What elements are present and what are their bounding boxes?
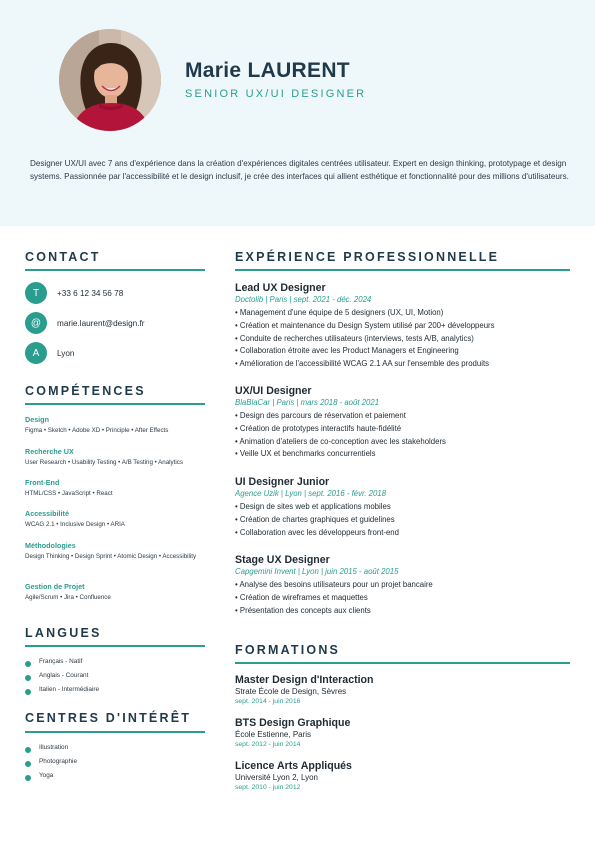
skill-group-items: WCAG 2.1 • Inclusive Design • ARIA (25, 521, 125, 528)
email-icon: @ (25, 312, 47, 334)
languages-list (25, 657, 205, 699)
job-title: UX/UI Designer (235, 385, 312, 397)
education-date: sept. 2012 - juin 2014 (235, 741, 301, 748)
skill-group-name: Recherche UX (25, 447, 74, 456)
job-bullets (235, 410, 575, 461)
contact-address-text: Lyon (57, 348, 75, 358)
interests-list (25, 743, 205, 785)
job-bullet: • Design des parcours de réservation et paiement (235, 411, 406, 420)
skill-group-items: Design Thinking • Design Sprint • Atomic Design • Accessibility (25, 553, 197, 560)
education-title: Master Design d'Interaction (235, 674, 374, 686)
job-bullet: • Animation d'ateliers de co-conception avec les stakeholders (235, 436, 446, 446)
education-title: BTS Design Graphique (235, 717, 351, 729)
address-icon: A (25, 342, 47, 364)
job-entry (235, 282, 575, 371)
job-bullet: • Analyse des besoins utilisateurs pour un projet bancaire (235, 580, 433, 589)
job-bullet: • Amélioration de l'accessibilité WCAG 2.1 AA sur l'ensemble des produits (235, 359, 490, 369)
portrait-image (59, 29, 161, 131)
languages-divider (25, 645, 205, 647)
candidate-name: Marie LAURENT (185, 59, 350, 82)
interests-divider (25, 731, 205, 733)
job-bullet: • Design de sites web et applications mobiles (235, 502, 391, 511)
education-heading: FORMATIONS (235, 643, 341, 657)
contact-divider (25, 269, 205, 271)
language-item: Anglais - Courant (25, 671, 205, 685)
education-entry (235, 717, 575, 750)
job-meta: BlaBlaCar | Paris | mars 2018 - août 2021 (235, 398, 380, 407)
job-bullets (235, 501, 575, 539)
job-bullet: • Présentation des concepts aux clients (235, 605, 371, 615)
job-bullet: • Collaboration étroite avec les Product Managers et Engineering (235, 346, 459, 356)
profile-summary: Designer UX/UI avec 7 ans d'expérience dans la création d'expériences digitales centrées utilisateur. Expert en design thinking, prototypage et design systems. Passionnée par l'accessibilité et le design inclusif, je crée des interfaces qui allient esthétique et fonctionnalité pour des millions d'utilisateurs. (30, 159, 569, 181)
job-meta: Capgemini Invent | Lyon | juin 2015 - août 2015 (235, 567, 399, 576)
job-title: Stage UX Designer (235, 554, 330, 566)
contact-phone-text: +33 6 12 34 56 78 (57, 288, 124, 298)
contact-email-text: marie.laurent@design.fr (57, 318, 145, 328)
skill-group-name: Gestion de Projet (25, 582, 85, 591)
job-bullet: • Création de chartes graphiques et guidelines (235, 514, 395, 524)
interest-item: Illustration (25, 743, 205, 757)
interest-item: Yoga (25, 771, 205, 785)
education-date: sept. 2014 - juin 2016 (235, 698, 301, 705)
job-bullets (235, 307, 575, 371)
interest-item: Photographie (25, 757, 205, 771)
skill-group-name: Méthodologies (25, 541, 76, 550)
education-school: École Estienne, Paris (235, 730, 312, 739)
job-bullet: • Création de prototypes interactifs haute-fidélité (235, 423, 402, 433)
contact-address (25, 342, 74, 364)
job-entry (235, 385, 575, 461)
experience-heading: EXPÉRIENCE PROFESSIONNELLE (235, 250, 500, 264)
job-bullet: • Collaboration avec les développeurs front-end (235, 527, 399, 537)
skill-group (25, 447, 210, 467)
job-bullet: • Conduite de recherches utilisateurs (interviews, tests A/B, analytics) (235, 333, 474, 343)
skill-group (25, 415, 210, 435)
phone-icon: T (25, 282, 47, 304)
job-bullet: • Création de wireframes et maquettes (235, 592, 368, 602)
education-date: sept. 2010 - juin 2012 (235, 784, 301, 791)
skill-group (25, 582, 210, 602)
job-bullet: • Veille UX et benchmarks concurrentiels (235, 449, 376, 459)
experience-divider (235, 269, 570, 271)
skill-group-items: HTML/CSS • JavaScript • React (25, 490, 113, 497)
education-school: Strate École de Design, Sèvres (235, 687, 347, 696)
contact-phone (25, 282, 123, 304)
job-meta: Doctolib | Paris | sept. 2021 - déc. 2024 (235, 295, 372, 304)
skill-group-items: User Research • Usability Testing • A/B Testing • Analytics (25, 459, 183, 466)
contact-email (25, 312, 145, 334)
profile-photo (59, 29, 161, 131)
skill-group (25, 478, 210, 498)
skill-group-name: Design (25, 415, 49, 424)
candidate-title: SENIOR UX/UI DESIGNER (185, 88, 367, 100)
skills-heading: COMPÉTENCES (25, 384, 146, 398)
job-title: UI Designer Junior (235, 476, 330, 488)
contact-heading: CONTACT (25, 250, 101, 264)
language-item: Français - Natif (25, 657, 205, 671)
education-school: Université Lyon 2, Lyon (235, 773, 319, 782)
education-entry (235, 760, 575, 793)
job-bullet: • Management d'une équipe de 5 designers (UX, UI, Motion) (235, 308, 444, 317)
job-entry (235, 476, 575, 539)
skill-group-items: Figma • Sketch • Adobe XD • Principle • After Effects (25, 427, 169, 434)
job-bullet: • Création et maintenance du Design System utilisé par 200+ développeurs (235, 320, 495, 330)
education-divider (235, 662, 570, 664)
language-item: Italien - Intermédiaire (25, 685, 205, 699)
job-entry (235, 554, 575, 617)
interests-heading: CENTRES D'INTÉRÊT (25, 711, 192, 725)
skill-group-items: Agile/Scrum • Jira • Confluence (25, 594, 111, 601)
education-title: Licence Arts Appliqués (235, 760, 352, 772)
skill-group (25, 509, 210, 529)
skill-group (25, 541, 207, 561)
skill-group-name: Front-End (25, 478, 60, 487)
languages-heading: LANGUES (25, 626, 102, 640)
job-meta: Agence Uzik | Lyon | sept. 2016 - févr. 2018 (235, 489, 386, 498)
skills-divider (25, 403, 205, 405)
job-bullets (235, 579, 575, 617)
job-title: Lead UX Designer (235, 282, 326, 294)
skill-group-name: Accessibilité (25, 509, 69, 518)
education-entry (235, 674, 575, 707)
